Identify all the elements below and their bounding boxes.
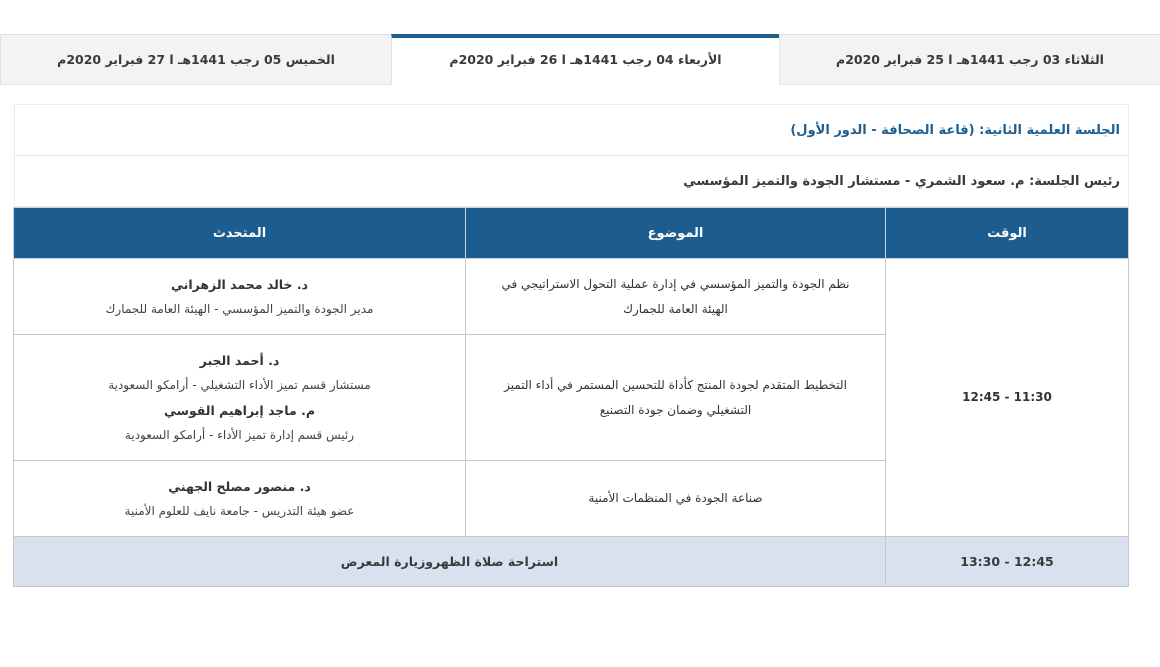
topic-cell: نظم الجودة والتميز المؤسسي في إدارة عملية التحول الاستراتيجي في الهيئة العامة للجمارك [466, 259, 886, 335]
speaker-cell [14, 259, 466, 335]
table-header-row [14, 208, 1129, 259]
agenda-table [13, 207, 1129, 587]
topic-cell: التخطيط المتقدم لجودة المنتج كأداة للتحسين المستمر في أداء التميز التشغيلي وضمان جودة التصنيع [466, 335, 886, 461]
break-row [14, 537, 1129, 587]
header-topic: الموضوع [466, 208, 886, 259]
break-time: 12:45 - 13:30 [886, 537, 1129, 587]
header-time: الوقت [886, 208, 1129, 259]
tab-tuesday[interactable]: الثلاثاء 03 رجب 1441هـ ا 25 فبراير 2020م [779, 34, 1160, 85]
session-chair: رئيس الجلسة: م. سعود الشمري - مستشار الجودة والتميز المؤسسي [14, 156, 1129, 207]
speaker-role: مستشار قسم تميز الأداء التشغيلي - أرامكو السعودية [108, 377, 371, 392]
table-row [14, 259, 1129, 335]
speaker-role: مدير الجودة والتميز المؤسسي - الهيئة العامة للجمارك [105, 301, 374, 316]
speaker-name: م. ماجد إبراهيم القوسي [164, 402, 315, 418]
header-speaker: المتحدث [14, 208, 466, 259]
speaker-name: د. منصور مصلح الجهني [168, 478, 311, 494]
speaker-name: د. خالد محمد الزهراني [170, 276, 308, 292]
session-title: الجلسة العلمية الثانية: (قاعة الصحافة - الدور الأول) [14, 104, 1129, 156]
break-label: استراحة صلاة الظهروزيارة المعرض [14, 537, 886, 587]
tab-wednesday[interactable]: الأربعاء 04 رجب 1441هـ ا 26 فبراير 2020م [391, 34, 779, 85]
speaker-cell [14, 335, 466, 461]
time-slot: 11:30 - 12:45 [886, 259, 1129, 537]
speaker-cell [14, 461, 466, 537]
tab-thursday[interactable]: الخميس 05 رجب 1441هـ ا 27 فبراير 2020م [0, 34, 391, 85]
speaker-role: رئيس قسم إدارة تميز الأداء - أرامكو السعودية [124, 427, 355, 442]
topic-cell: صناعة الجودة في المنظمات الأمنية [466, 461, 886, 537]
speaker-role: عضو هيئة التدريس - جامعة نايف للعلوم الأمنية [124, 503, 355, 518]
speaker-name: د. أحمد الجبر [199, 352, 280, 368]
day-tabs [0, 34, 1160, 85]
session-panel [14, 104, 1129, 587]
